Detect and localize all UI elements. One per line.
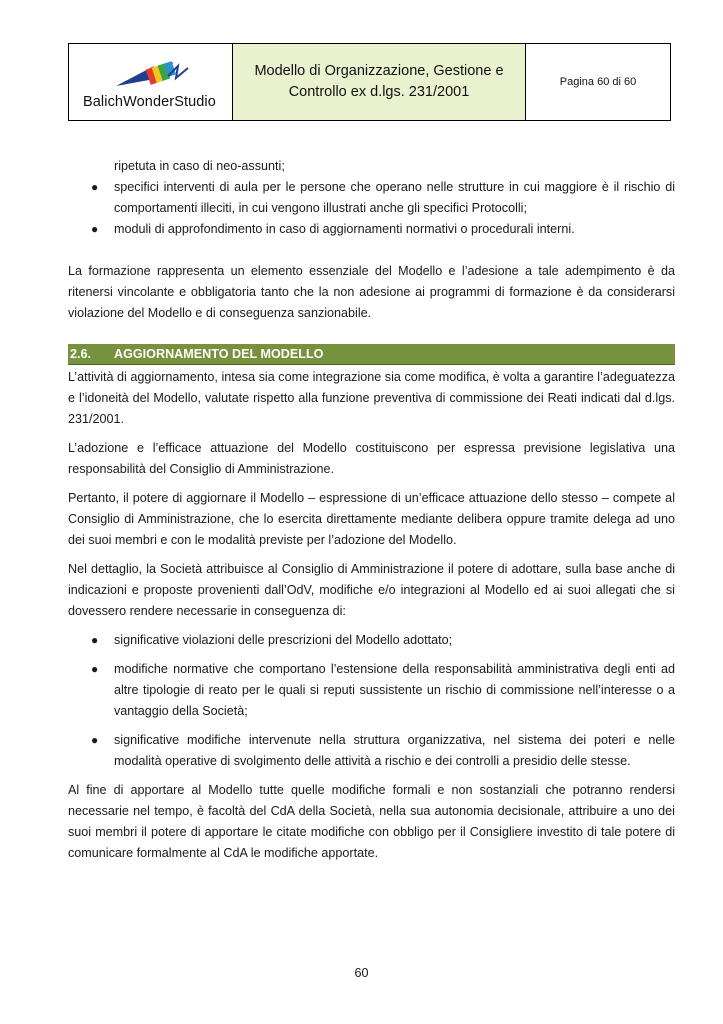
balich-logo-icon [114,56,194,94]
list-item [68,177,675,219]
document-header [68,43,671,121]
list-item-text: significative violazioni delle prescrizioni del Modello adottato; [114,633,453,647]
list-item [68,630,675,651]
bullet-dot-icon: ● [91,180,99,194]
list-item-text: moduli di approfondimento in caso di aggiornamenti normativi o procedurali interni. [114,222,575,236]
bullet-dot-icon: ● [91,662,99,676]
paragraph-formazione: La formazione rappresenta un elemento essenziale del Modello e l’adesione a tale adempimento è da ritenersi vincolante e obbligatoria tanto che la non adesione ai programmi di formazione è da considerarsi violazione del Modello e di conseguenza sanzionabile. [68,264,675,320]
document-title-line-1: Modello di Organizzazione, Gestione e [254,63,504,79]
bullet-dot-icon: ● [91,733,99,747]
list-item-text: specifici interventi di aula per le persone che operano nelle strutture in cui maggiore è il rischio di comportamenti illeciti, in cui vengono illustrati anche gli specifici Protocolli; [114,180,675,215]
section-number: 2.6. [70,347,92,361]
list-continuation: ripetuta in caso di neo-assunti; [114,159,285,173]
paragraph: Nel dettaglio, la Società attribuisce al Consiglio di Amministrazione il potere di adottare, sulla base anche di indicazioni e proposte provenienti dall’OdV, modifiche e/o integrazioni al Modello ed ai suoi allegati che si dovessero rendere necessarie in conseguenza di: [68,562,675,618]
page-count-cell [526,44,670,120]
list-item-text: significative modifiche intervenute nella struttura organizzativa, nel sistema dei poteri e nelle modalità operative di svolgimento delle attività a rischio e dei controlli a presidio delle stesse. [114,733,675,768]
list-item [68,730,675,772]
logo-text: BalichWonderStudio [83,94,216,110]
list-item [68,659,675,722]
document-title-cell [233,44,526,120]
document-body [68,156,675,864]
paragraph: L’attività di aggiornamento, intesa sia come integrazione sia come modifica, è volta a garantire l’adeguatezza e l’idoneità del Modello, valutate rispetto alla funzione preventiva di commissione dei Reati indicati dal d.lgs. 231/2001. [68,370,675,426]
paragraph: L’adozione e l’efficace attuazione del Modello costituiscono per espressa previsione legislativa una responsabilità del Consiglio di Amministrazione. [68,441,675,476]
paragraph: Pertanto, il potere di aggiornare il Modello – espressione di un’efficace attuazione dello stesso – compete al Consiglio di Amministrazione, che lo esercita direttamente mediante delibera oppure tramite delega ad uno dei suoi membri e con le modalità previste per l’adozione del Modello. [68,491,675,547]
bullet-dot-icon: ● [91,222,99,236]
section-heading [68,344,675,365]
list-item [68,219,675,240]
bullet-dot-icon: ● [91,633,99,647]
document-title-line-2: Controllo ex d.lgs. 231/2001 [288,84,470,100]
list-item-text: modifiche normative che comportano l’estensione della responsabilità amministrativa degli enti ad altre tipologie di reato per le quali si reputi sussistente un rischio di commissione nell’interesse o a vantaggio della Società; [114,662,675,718]
page-number-footer: 60 [354,966,369,980]
logo-cell [69,44,233,120]
closing-paragraph: Al fine di apportare al Modello tutte quelle modifiche formali e non sostanziali che potranno rendersi necessarie nel tempo, è facoltà del CdA della Società, nella sua autonomia decisionale, attribuire a uno dei suoi membri il potere di apportare le citate modifiche con obbligo per il Consigliere investito di tale potere di comunicare formalmente al CdA le modifiche apportate. [68,783,675,860]
section-title: AGGIORNAMENTO DEL MODELLO [114,347,324,361]
page-count-label: Pagina 60 di 60 [559,76,637,88]
